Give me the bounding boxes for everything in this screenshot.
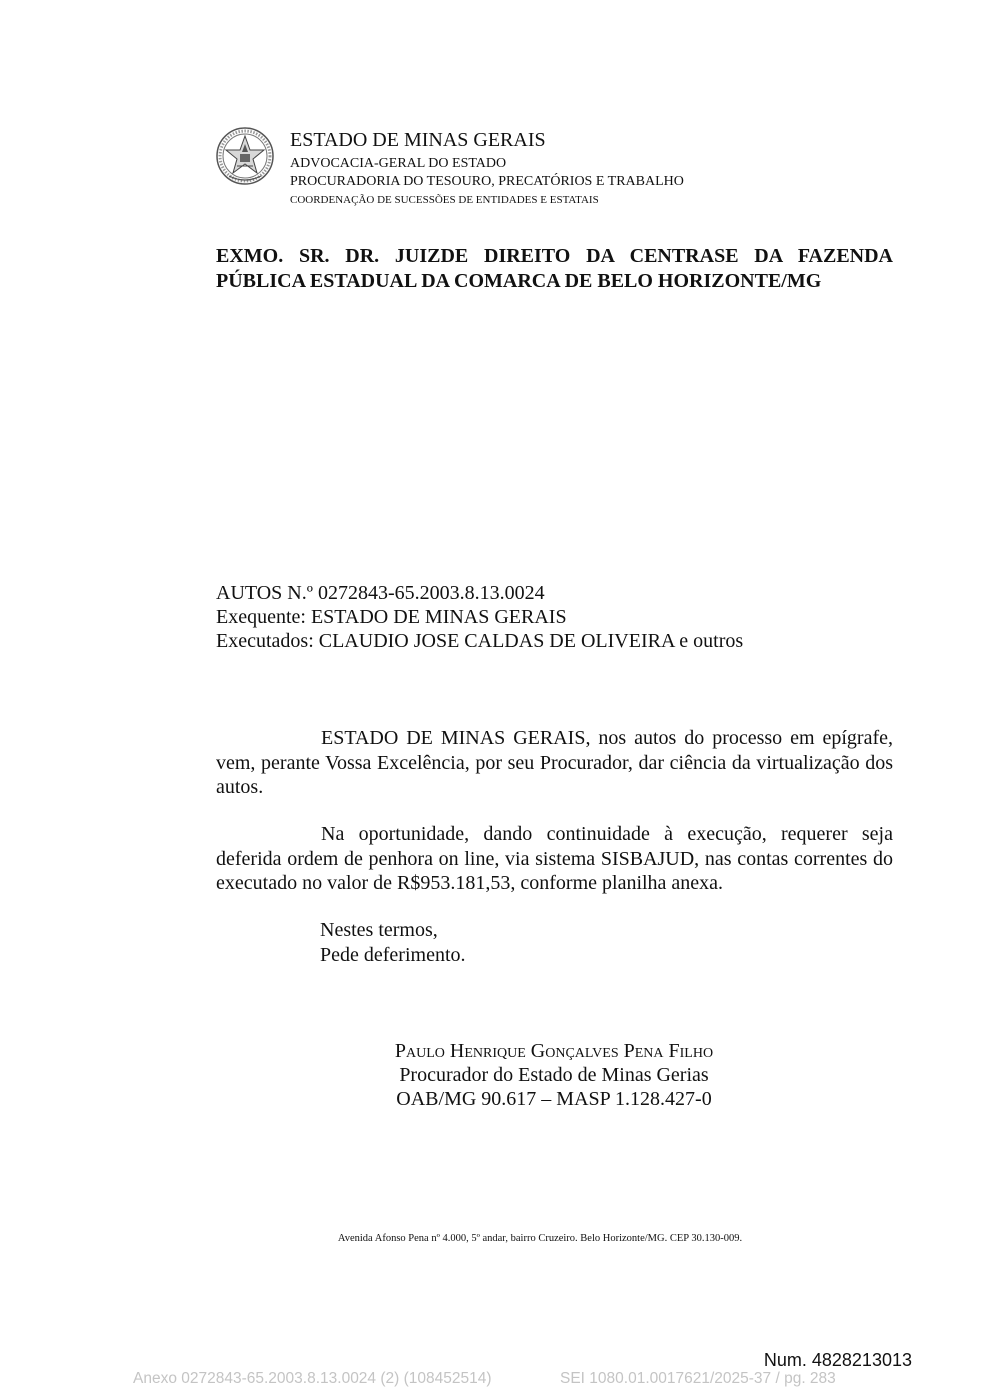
closing-line-1: Nestes termos, — [320, 919, 438, 941]
anexo-stamp: Anexo 0272843-65.2003.8.13.0024 (2) (108452514) — [133, 1370, 492, 1387]
footer-address: Avenida Afonso Pena nº 4.000, 5º andar, bairro Cruzeiro. Belo Horizonte/MG. CEP 30.130-009. — [337, 1233, 743, 1244]
signature-role: Procurador do Estado de Minas Gerias — [399, 1064, 709, 1086]
sei-page-stamp: SEI 1080.01.0017621/2025-37 / pg. 283 — [560, 1370, 836, 1387]
document-number-stamp: Num. 4828213013 — [763, 1350, 912, 1370]
header-department: PROCURADORIA DO TESOURO, PRECATÓRIOS E TRABALHO — [290, 174, 684, 189]
case-executados: Executados: CLAUDIO JOSE CALDAS DE OLIVEIRA e outros — [216, 630, 744, 652]
header-state: ESTADO DE MINAS GERAIS — [290, 129, 546, 151]
addressee-line-2: PÚBLICA ESTADUAL DA COMARCA DE BELO HORIZONTE/MG — [216, 270, 822, 292]
addressee — [216, 244, 893, 294]
addressee-line-1: EXMO. SR. DR. JUIZDE DIREITO DA CENTRASE DA FAZENDA — [216, 245, 893, 267]
signature-registration: OAB/MG 90.617 – MASP 1.128.427-0 — [396, 1088, 712, 1110]
closing-line-2: Pede deferimento. — [320, 944, 466, 966]
body-paragraph-2: Na oportunidade, dando continuidade à execução, requerer seja deferida ordem de penhora on line, via sistema SISBAJUD, nas contas correntes do executado no valor de R$953.181,53, conforme planilha anexa. — [216, 823, 893, 894]
header-coordination: COORDENAÇÃO DE SUCESSÕES DE ENTIDADES E ESTATAIS — [290, 194, 599, 206]
case-exequente: Exequente: ESTADO DE MINAS GERAIS — [216, 606, 567, 628]
case-number: AUTOS N.º 0272843-65.2003.8.13.0024 — [216, 582, 545, 604]
coat-of-arms-seal-icon — [215, 126, 275, 186]
signature-name: Paulo Henrique Gonçalves Pena Filho — [394, 1040, 714, 1062]
header-agency: ADVOCACIA-GERAL DO ESTADO — [290, 156, 507, 171]
body-paragraph-1: ESTADO DE MINAS GERAIS, nos autos do processo em epígrafe, vem, perante Vossa Excelência, por seu Procurador, dar ciência da virtualização dos autos. — [216, 727, 893, 798]
